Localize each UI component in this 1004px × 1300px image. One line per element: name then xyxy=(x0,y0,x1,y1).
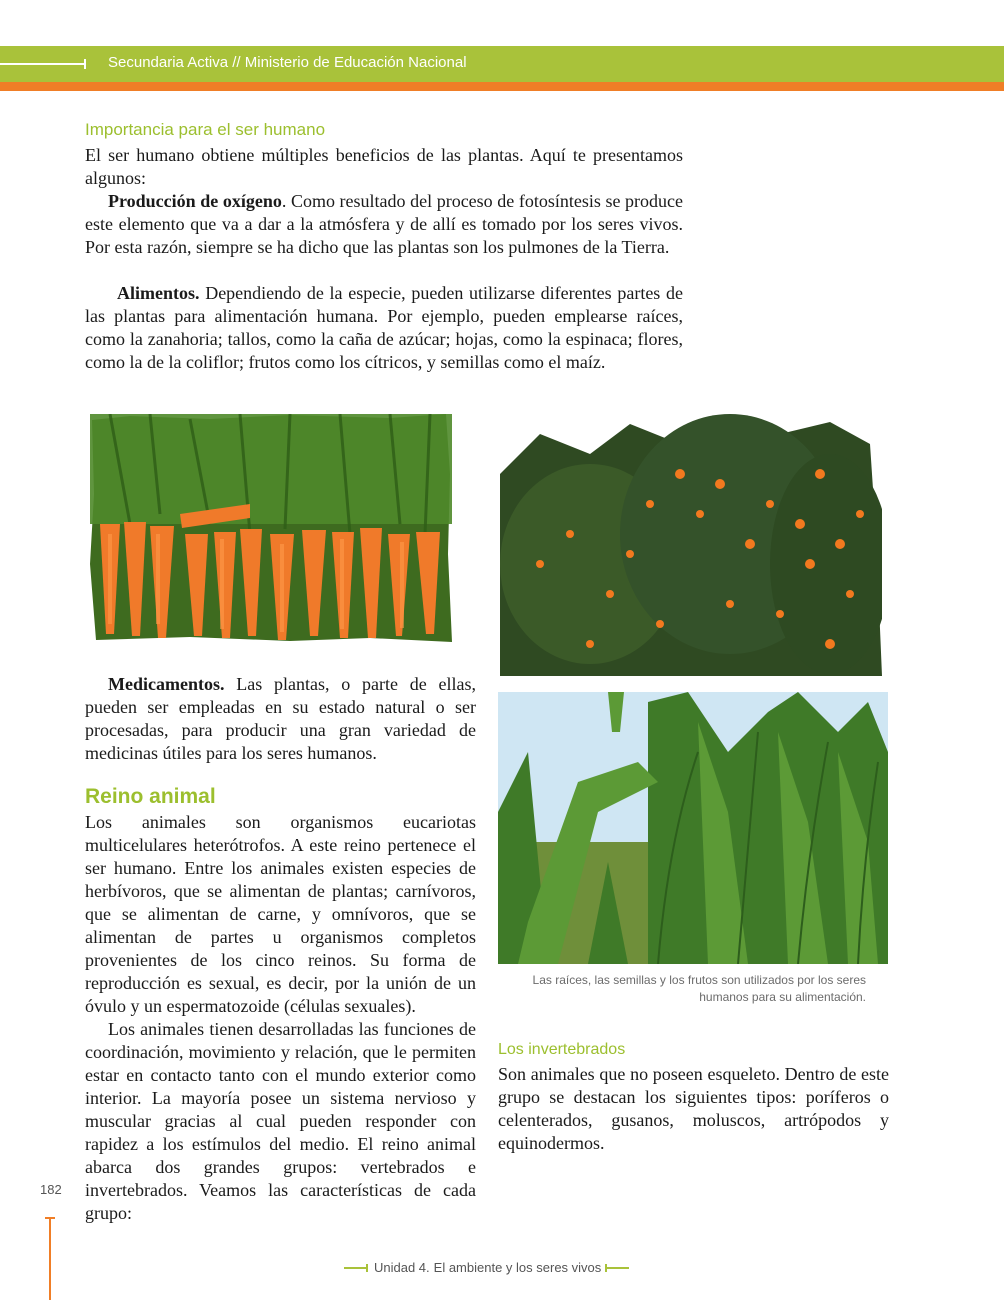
invertebrates-paragraph: Son animales que no poseen esqueleto. Dentro de este grupo se destacan los siguientes tipos: poríferos o celenterados, gusanos, moluscos, artrópodos y equinodermos. xyxy=(498,1064,889,1153)
animal-paragraph-1: Los animales son organismos eucariotas multicelulares heterótrofos. A este reino pertenece el ser humano. Entre los animales existen especies de herbívoros, que se alimentan de plantas; carnívoros, que se alimentan de carne, y omnívoros, que se alimentan de partes u organismos completos provenientes de los cinco reinos. Su forma de reproducción es sexual, es decir, por la unión de un óvulo y un espermatozoide (células sexuales). xyxy=(85,812,476,1016)
page-number: 182 xyxy=(40,1182,62,1197)
orange-tree-photo xyxy=(500,414,882,676)
medicine-paragraph xyxy=(85,673,476,765)
header-accent-stripe xyxy=(0,82,1004,91)
orange-tree-illustration xyxy=(500,414,882,676)
header-rule xyxy=(0,63,84,65)
photo-caption: Las raíces, las semillas y los frutos son utilizados por los seres humanos para su alimentación. xyxy=(532,973,866,1004)
food-text: Dependiendo de la especie, pueden utilizarse diferentes partes de las plantas para alimentación humana. Por ejemplo, pueden emplearse raíces, como la zanahoria; tallos, como la caña de azúcar; hojas, como la espinaca; flores, como la de la coliflor; frutos como los cítricos, y semillas como el maíz. xyxy=(85,283,683,372)
header-title: Secundaria Activa // Ministerio de Educación Nacional xyxy=(108,54,467,71)
medicine-text: Las plantas, o parte de ellas, pueden ser empleadas en su estado natural o ser procesadas, para producir una gran variedad de medicinas útiles para los seres humanos. xyxy=(85,674,476,763)
oxygen-paragraph xyxy=(85,190,683,259)
footer xyxy=(344,1260,629,1275)
corn-field-illustration xyxy=(498,692,888,964)
animal-paragraph-2: Los animales tienen desarrolladas las funciones de coordinación, movimiento y relación, que le permiten estar en contacto tanto con el mundo exterior como interior. La mayoría posee un sistema nervioso y muscular gracias al cual pueden responder con rapidez a los estímulos del medio. El reino animal abarca dos grandes grupos: vertebrados e invertebrados. Veamos las características de cada grupo: xyxy=(85,1019,476,1223)
header-rule-tick xyxy=(84,59,86,69)
section-heading-importance: Importancia para el ser humano xyxy=(85,120,326,139)
food-label: Alimentos. xyxy=(117,283,200,303)
side-rule xyxy=(49,1218,51,1300)
medicine-label: Medicamentos. xyxy=(108,674,225,694)
section-heading-animal-kingdom: Reino animal xyxy=(85,785,216,808)
oxygen-label: Producción de oxígeno xyxy=(108,191,282,211)
footer-rule-right xyxy=(607,1267,629,1269)
corn-field-photo xyxy=(498,692,888,964)
carrots-illustration xyxy=(90,414,452,644)
footer-tick-left xyxy=(366,1264,368,1272)
food-paragraph xyxy=(85,282,683,374)
footer-rule-left xyxy=(344,1267,366,1269)
oxygen-text: . Como resultado del proceso de fotosíntesis se produce este elemento que va a dar a la atmósfera y de allí es tomado por los seres vivos. Por esta razón, siempre se ha dicho que las plantas son los pulmones de la Tierra. xyxy=(85,191,683,257)
intro-paragraph: El ser humano obtiene múltiples beneficios de las plantas. Aquí te presentamos algunos: xyxy=(85,145,683,188)
footer-unit: Unidad 4. xyxy=(374,1260,430,1275)
carrots-photo xyxy=(90,414,452,644)
footer-title: El ambiente y los seres vivos xyxy=(433,1260,602,1275)
section-heading-invertebrates: Los invertebrados xyxy=(498,1041,626,1058)
